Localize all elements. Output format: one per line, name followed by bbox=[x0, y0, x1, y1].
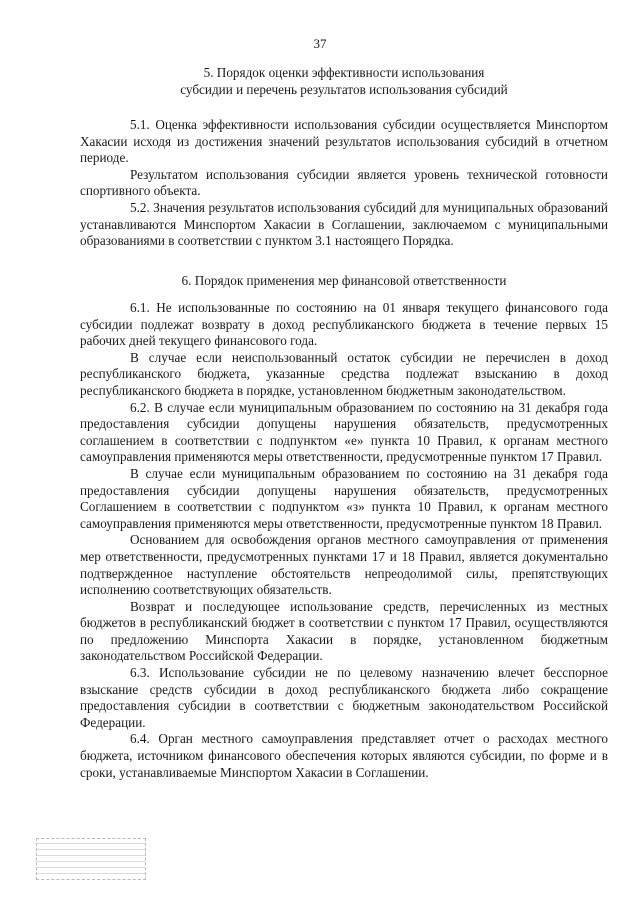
paragraph-6-3: 6.3. Использование субсидии не по целевому назначению влечет бесспорное взыскание средств субсидии в доход республиканского бюджета либо сокращение предоставления субсидии в соответствии с бюджетным законодательством Российской Федерации. bbox=[80, 665, 608, 730]
page-number: 37 bbox=[313, 36, 327, 51]
paragraph-5-1-result: Результатом использования субсидии является уровень технической готовности спортивного объекта. bbox=[80, 166, 608, 199]
paragraph-6-2-exemption: Основанием для освобождения органов местного самоуправления от применения мер ответственности, предусмотренных пунктами 17 и 18 Правил, является документально подтвержденное наступление обстоятельств непреодолимой силы, препятствующих исполнению соответствующих обязательств. bbox=[80, 532, 608, 598]
paragraph-6-2-z: В случае если муниципальным образованием по состоянию на 31 декабря года предоставления субсидии допущены нарушения обязательств, предусмотренных Соглашением в соответствии с подпунктом «з» пункта 10 Правил, к органам местного самоуправления применяются меры ответственности, предусмотренные пунктом 18 Правил. bbox=[80, 465, 608, 531]
paragraph-6-2-return: Возврат и последующее использование средств, перечисленных из местных бюджетов в республиканский бюджет в соответствии с пунктом 17 Правил, осуществляются по предложению Минспорта Хакасии в порядке, установленном бюджетным законодательством Российской Федерации. bbox=[80, 598, 608, 664]
section-6-body bbox=[80, 300, 608, 781]
paragraph-6-2: 6.2. В случае если муниципальным образованием по состоянию на 31 декабря года предоставления субсидии допущены нарушения обязательств, предусмотренных соглашением в соответствии с подпунктом «е» пункта 10 Правил, к органам местного самоуправления применяются меры ответственности, предусмотренные пунктом 17 Правил. bbox=[80, 399, 608, 465]
section-5-heading-line-2: субсидии и перечень результатов использования субсидий bbox=[180, 82, 508, 97]
paragraph-6-1-recovery: В случае если неиспользованный остаток субсидии не перечислен в доход республиканского бюджета, указанные средства подлежат взысканию в доход республиканского бюджета в порядке, установленном бюджетным законодательством. bbox=[80, 349, 608, 398]
paragraph-5-1: 5.1. Оценка эффективности использования субсидии осуществляется Минспортом Хакасии исходя из достижения значений результатов использования субсидий в отчетном периоде. bbox=[80, 117, 608, 166]
section-5-body bbox=[80, 117, 608, 250]
section-5-heading bbox=[80, 64, 608, 98]
paragraph-5-2: 5.2. Значения результатов использования субсидий для муниципальных образований устанавливаются Минспортом Хакасии в Соглашении, заключаемом с муниципальными образованиями в соответствии с пунктом 3.1 настоящего Порядка. bbox=[80, 199, 608, 249]
faded-registration-stamp bbox=[36, 838, 146, 880]
paragraph-6-4: 6.4. Орган местного самоуправления представляет отчет о расходах местного бюджета, источником финансового обеспечения которых являются субсидии, по форме и в сроки, устанавливаемые Минспортом Хакасии в Соглашении. bbox=[80, 731, 608, 780]
section-5-heading-line-1: 5. Порядок оценки эффективности использования bbox=[203, 65, 485, 80]
section-6-heading: 6. Порядок применения мер финансовой ответственности bbox=[181, 273, 507, 288]
paragraph-6-1: 6.1. Не использованные по состоянию на 01 января текущего финансового года субсидии подлежат возврату в доход республиканского бюджета в течение первых 15 рабочих дней текущего финансового года. bbox=[80, 300, 608, 349]
